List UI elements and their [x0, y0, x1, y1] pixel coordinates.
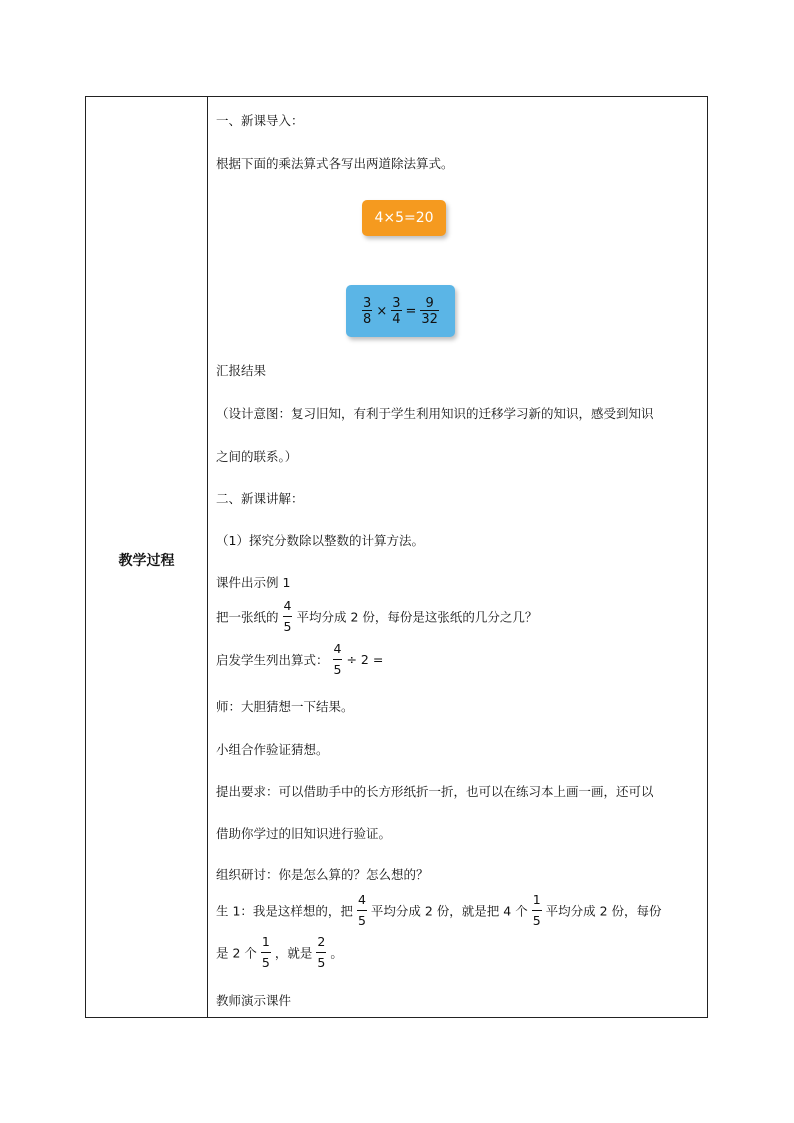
teacher-demo: 教师演示课件 — [216, 993, 292, 1008]
fraction-4-5: $\frac{4}{5}$ — [357, 892, 366, 928]
fraction-1-5: $\frac{1}{5}$ — [532, 892, 541, 928]
section-label: 教学过程 — [118, 553, 175, 569]
multiplication-card-blue — [346, 285, 455, 337]
heading-explanation: 二、新课讲解： — [216, 491, 304, 506]
requirements-line1: 提出要求：可以借助手中的长方形纸折一折，也可以在练习本上画一画，还可以 — [216, 784, 654, 799]
fraction-3-8: $\frac{3}{8}$ — [363, 295, 372, 327]
equals-sign: = — [405, 303, 417, 319]
lesson-table — [85, 96, 708, 1018]
fraction-1-5: $\frac{1}{5}$ — [261, 934, 270, 970]
expression-prompt: 启发学生列出算式： $\frac{4}{5}$ ÷ 2 = — [216, 641, 384, 677]
requirements-line2: 借助你学过的旧知识进行验证。 — [216, 826, 392, 841]
group-verify: 小组合作验证猜想。 — [216, 742, 329, 757]
fraction-4-5: $\frac{4}{5}$ — [333, 641, 342, 677]
example-title: 课件出示例 1 — [216, 575, 291, 590]
student-answer-line2: 是 2 个 $\frac{1}{5}$ ，就是 $\frac{2}{5}$ 。 — [216, 934, 343, 970]
example-question: 把一张纸的 $\frac{4}{5}$ 平均分成 2 份，每份是这张纸的几分之几？ — [216, 598, 538, 634]
design-intent-line1: （设计意图：复习旧知，有利于学生利用知识的迁移学习新的知识，感受到知识 — [216, 406, 654, 421]
fraction-2-5: $\frac{2}{5}$ — [317, 934, 326, 970]
teacher-guess: 师：大胆猜想一下结果。 — [216, 699, 354, 714]
equation-integers: 4×5=20 — [374, 210, 434, 226]
multiplication-card-orange — [362, 200, 446, 236]
design-intent-line2: 之间的联系。） — [216, 449, 298, 464]
student-answer-line1: 生 1：我是这样想的，把 $\frac{4}{5}$ 平均分成 2 份，就是把 4 个 $\frac{1}{5}$ 平均分成 2 份，每份 — [216, 892, 662, 928]
column-divider — [207, 97, 208, 1017]
instruction-text: 根据下面的乘法算式各写出两道除法算式。 — [216, 156, 454, 171]
report-text: 汇报结果 — [216, 363, 267, 378]
fraction-9-32: $\frac{9}{32}$ — [421, 295, 438, 327]
discussion-prompt: 组织研讨：你是怎么算的？怎么想的？ — [216, 867, 429, 882]
fraction-4-5: $\frac{4}{5}$ — [283, 598, 292, 634]
heading-intro: 一、新课导入： — [216, 113, 304, 128]
times-sign: × — [376, 303, 388, 319]
explore-step: （1）探究分数除以整数的计算方法。 — [216, 533, 424, 548]
fraction-3-4: $\frac{3}{4}$ — [392, 295, 401, 327]
